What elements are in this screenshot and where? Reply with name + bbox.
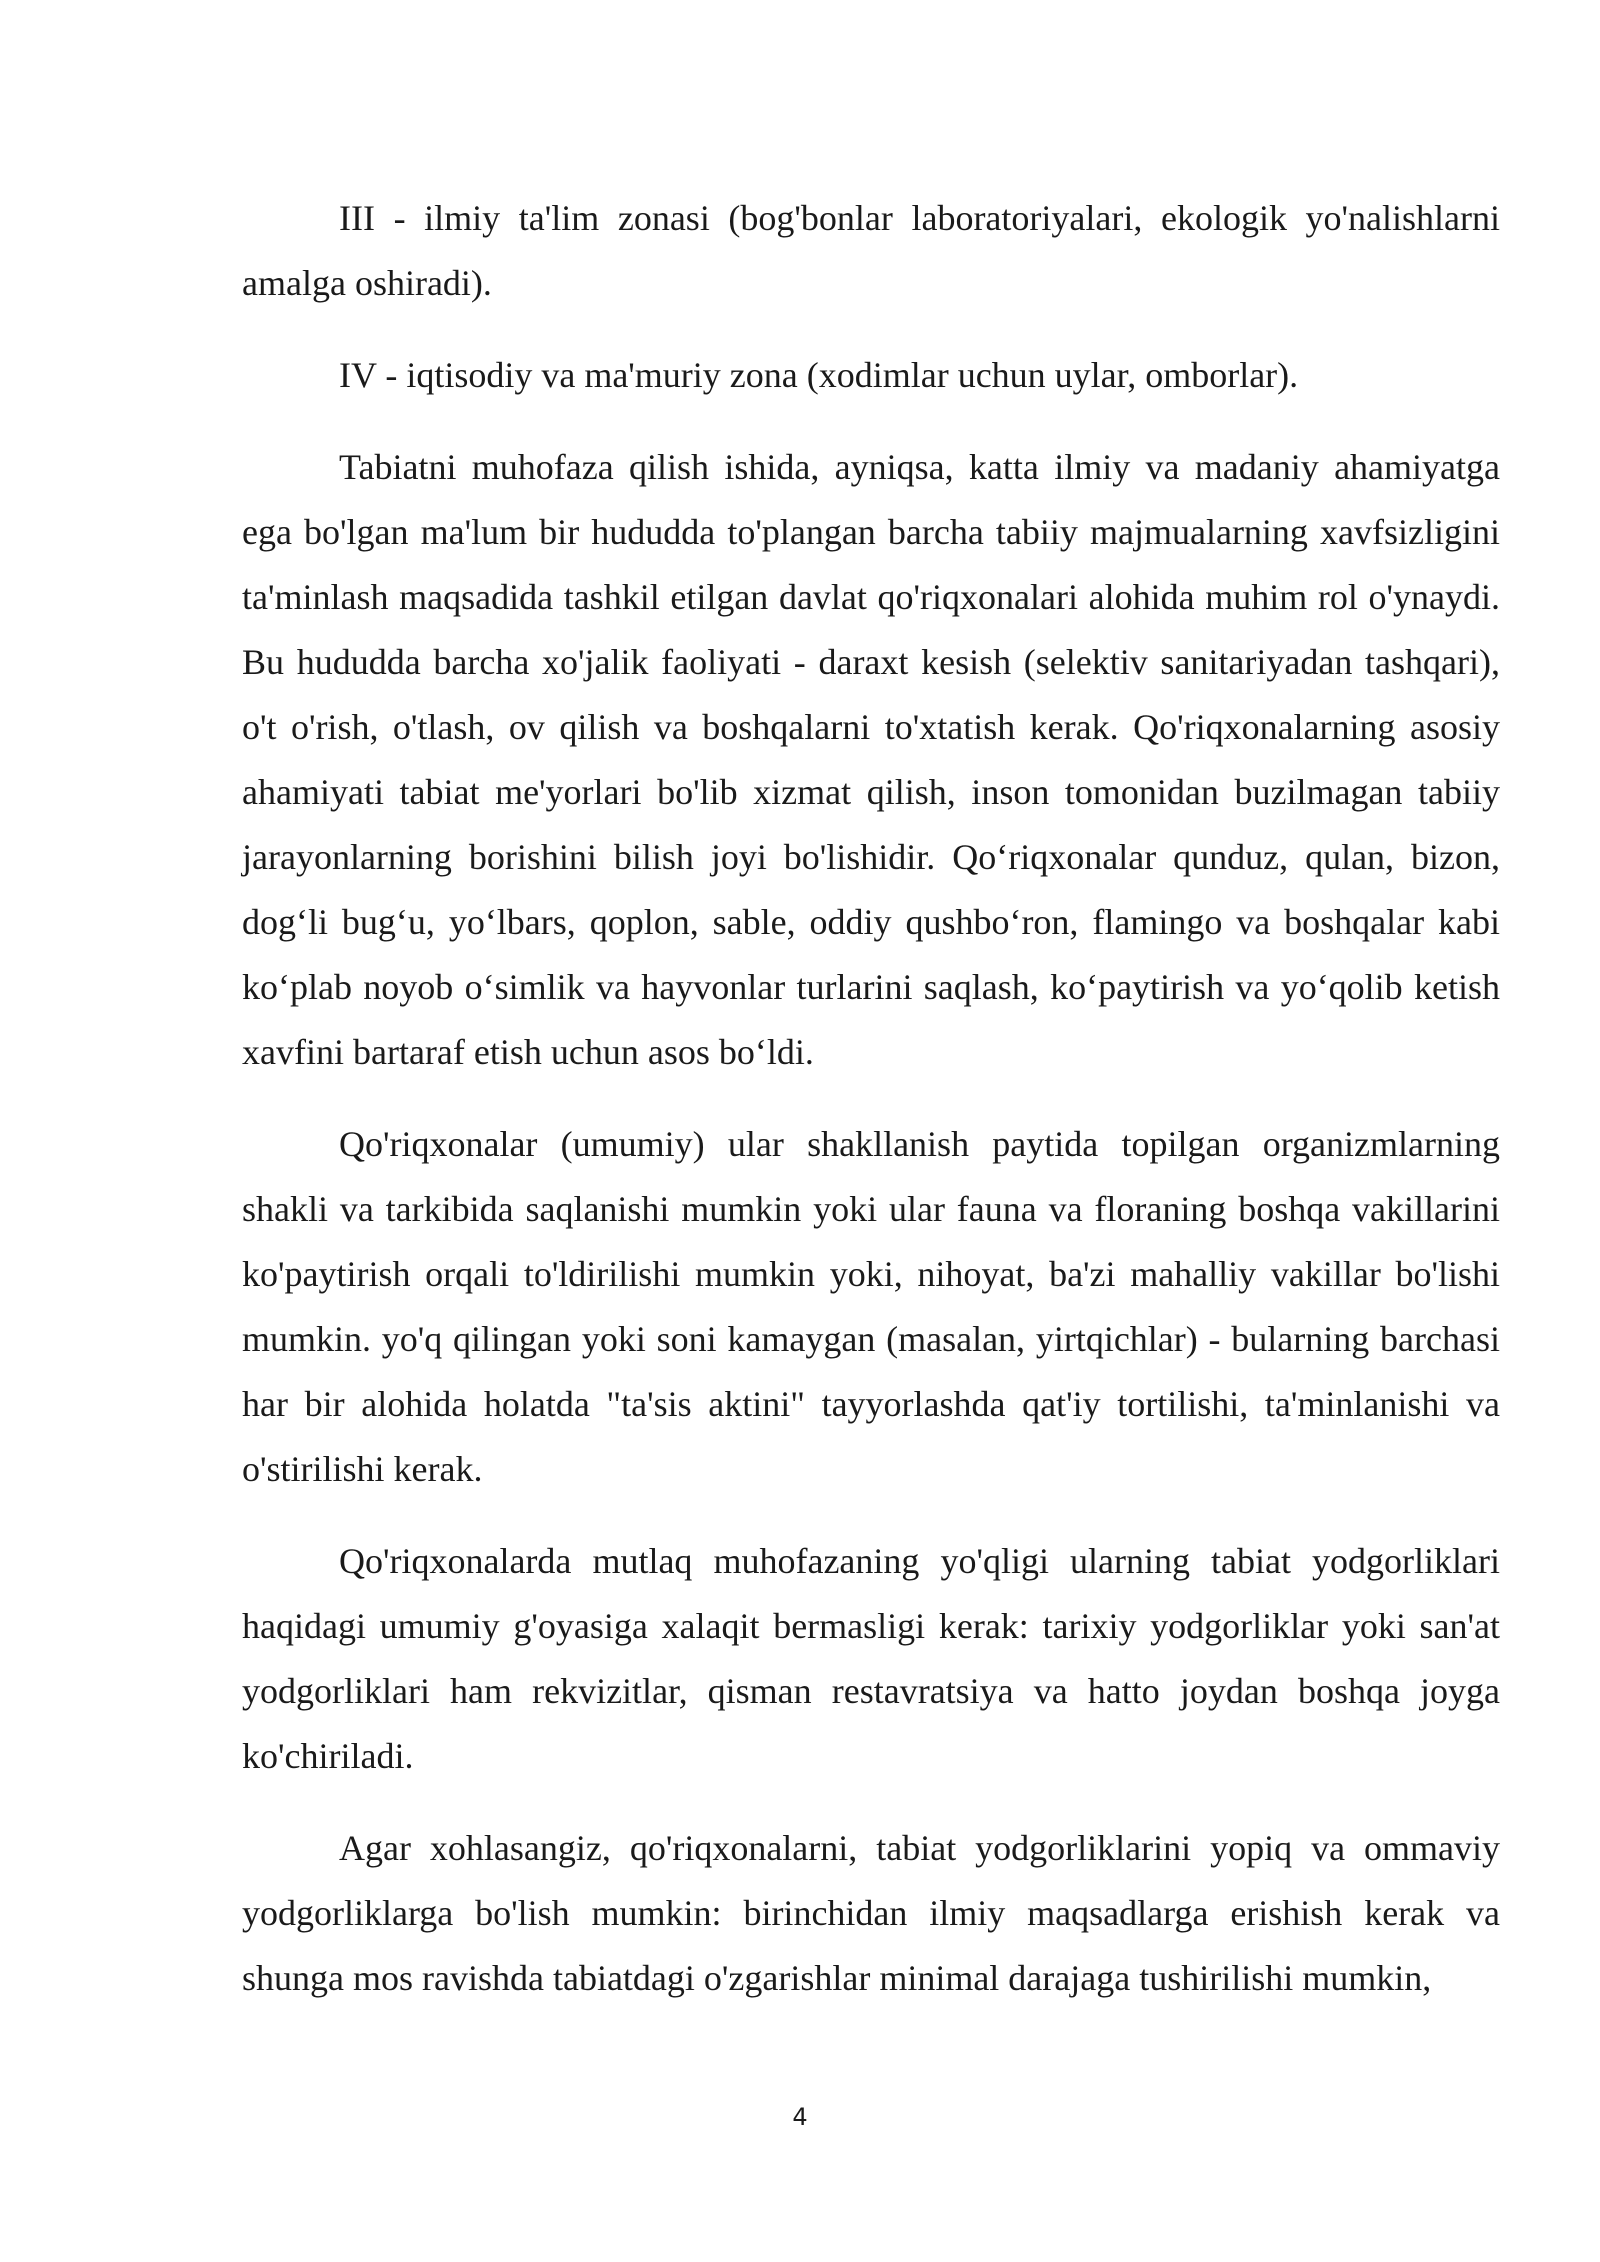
paragraph-closed-public-monuments: Agar xohlasangiz, qo'riqxonalarni, tabiat yodgorliklarini yopiq va ommaviy yodgorliklarga bo'lish mumkin: birinchidan ilmiy maqsadlarga erishish kerak va shunga mos ravishda tabiatdagi o'zgarishlar minimal darajaga tushirilishi mumkin, (242, 1828, 1500, 1998)
paragraph-reserve-composition: Qo'riqxonalar (umumiy) ular shakllanish paytida topilgan organizmlarning shakli va tarkibida saqlanishi mumkin yoki ular fauna va floraning boshqa vakillarini ko'paytirish orqali to'ldirilishi mumkin yoki, nihoyat, ba'zi mahalliy vakillar bo'lishi mumkin. yo'q qilingan yoki soni kamaygan (masalan, yirtqichlar) - bularning barchasi har bir alohida holatda "ta'sis aktini" tayyorlashda qat'iy tortilishi, ta'minlanishi va o'stirilishi kerak. (242, 1124, 1500, 1489)
paragraph-zone-iv: IV - iqtisodiy va ma'muriy zona (xodimlar uchun uylar, omborlar). (339, 355, 1299, 395)
page-number: 4 (792, 2103, 808, 2131)
body-text (242, 186, 1500, 2038)
paragraph-zone-iii: III - ilmiy ta'lim zonasi (bog'bonlar laboratoriyalari, ekologik yo'nalishlarni amalga oshiradi). (242, 198, 1500, 303)
paragraph-state-reserves: Tabiatni muhofaza qilish ishida, ayniqsa, katta ilmiy va madaniy ahamiyatga ega bo'lgan ma'lum bir hududda to'plangan barcha tabiiy majmualarning xavfsizligini ta'minlash maqsadida tashkil etilgan davlat qo'riqxonalari alohida muhim rol o'ynaydi. Bu hududda barcha xo'jalik faoliyati - daraxt kesish (selektiv sanitariyadan tashqari), o't o'rish, o'tlash, ov qilish va boshqalarni to'xtatish kerak. Qo'riqxonalarning asosiy ahamiyati tabiat me'yorlari bo'lib xizmat qilish, inson tomonidan buzilmagan tabiiy jarayonlarning borishini bilish joyi bo'lishidir. Qo‘riqxonalar qunduz, qulan, bizon, dog‘li bug‘u, yo‘lbars, qoplon, sable, oddiy qushbo‘ron, flamingo va boshqalar kabi ko‘plab noyob o‘simlik va hayvonlar turlarini saqlash, ko‘paytirish va yo‘qolib ketish xavfini bartaraf etish uchun asos bo‘ldi. (242, 447, 1500, 1072)
paragraph-absolute-protection: Qo'riqxonalarda mutlaq muhofazaning yo'qligi ularning tabiat yodgorliklari haqidagi umumiy g'oyasiga xalaqit bermasligi kerak: tarixiy yodgorliklar yoki san'at yodgorliklari ham rekvizitlar, qisman restavratsiya va hatto joydan boshqa joyga ko'chiriladi. (242, 1541, 1500, 1776)
